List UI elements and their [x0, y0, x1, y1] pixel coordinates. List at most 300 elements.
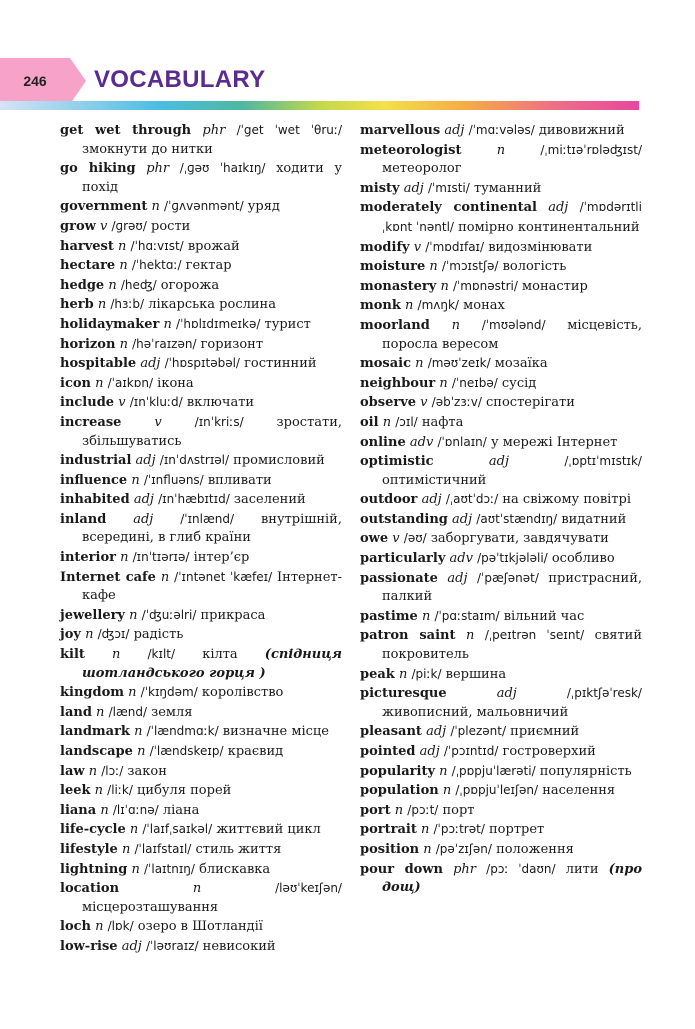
- entry-part-of-speech: n: [119, 258, 128, 274]
- entry-part-of-speech: adv: [449, 551, 473, 567]
- entry-word: government: [60, 199, 148, 215]
- entry-part-of-speech: n: [137, 744, 146, 759]
- vocabulary-entry: [60, 121, 342, 159]
- entry-word: interior: [60, 550, 116, 566]
- entry-translation: монастир: [522, 278, 588, 294]
- entry-word: port: [360, 802, 391, 818]
- entry-part-of-speech: n: [382, 414, 392, 430]
- vocabulary-entry: [60, 742, 342, 762]
- entry-part-of-speech: adj: [135, 453, 156, 469]
- entry-translation: заселений: [233, 492, 306, 508]
- entry-transcription: /ɪnˈdʌstrɪəl/: [159, 453, 230, 468]
- entry-translation: вологість: [502, 259, 567, 275]
- entry-part-of-speech: adj: [548, 200, 569, 216]
- entry-transcription: /ˈlændmɑːk/: [146, 724, 219, 739]
- entry-transcription: /ˈkɪŋdəm/: [140, 685, 198, 700]
- entry-word: leek: [60, 783, 91, 799]
- vocabulary-entry: [60, 625, 342, 645]
- entry-translation: дивовижний: [538, 123, 625, 138]
- vocabulary-entry: [360, 762, 642, 782]
- entry-part-of-speech: n: [415, 356, 424, 372]
- entry-note: (про дощ): [382, 861, 642, 896]
- entry-part-of-speech: phr: [453, 861, 477, 877]
- entry-part-of-speech: n: [451, 317, 460, 333]
- vocabulary-entry: [60, 197, 342, 217]
- entry-part-of-speech: adj: [496, 686, 517, 702]
- entry-word: moisture: [360, 259, 426, 275]
- entry-part-of-speech: n: [128, 685, 137, 701]
- entry-word: particularly: [360, 551, 446, 567]
- entry-part-of-speech: adj: [121, 938, 142, 954]
- entry-translation: королівство: [201, 685, 284, 701]
- vocabulary-entry: [360, 198, 642, 237]
- entry-translation: закон: [127, 763, 167, 779]
- entry-translation: промисловий: [233, 453, 325, 469]
- entry-word: oil: [360, 414, 379, 430]
- entry-word: observe: [360, 395, 417, 411]
- entry-translation: видатний: [561, 511, 627, 527]
- entry-word: icon: [60, 375, 91, 391]
- vocabulary-entry: [60, 510, 342, 548]
- entry-transcription: /əbˈzɜːv/: [431, 395, 482, 410]
- entry-translation: внутрішній, всередині, в глиб країни: [82, 511, 342, 546]
- entry-part-of-speech: adv: [409, 434, 434, 450]
- entry-word: influence: [60, 472, 128, 488]
- entry-part-of-speech: n: [192, 881, 202, 897]
- entry-part-of-speech: n: [420, 822, 430, 838]
- entry-word: passionate: [360, 570, 438, 586]
- entry-transcription: /ˈlaɪfˌsaɪkəl/: [142, 822, 213, 837]
- entry-part-of-speech: adj: [140, 356, 161, 372]
- entry-translation: Інтернет-кафе: [82, 569, 342, 604]
- vocabulary-entry: [60, 548, 342, 568]
- entry-transcription: /ɪnˈhæbɪtɪd/: [158, 492, 230, 507]
- entry-part-of-speech: adj: [488, 454, 510, 470]
- vocabulary-entry: [360, 277, 642, 297]
- vocabulary-entry: [60, 820, 342, 840]
- entry-part-of-speech: n: [151, 199, 160, 215]
- entry-part-of-speech: n: [112, 647, 121, 663]
- entry-translation: горизонт: [200, 336, 264, 352]
- entry-translation: приємний: [510, 724, 580, 740]
- entry-word: lifestyle: [60, 841, 118, 857]
- vocabulary-entry: [60, 276, 342, 296]
- entry-translation: особливо: [551, 551, 615, 567]
- entry-part-of-speech: v: [420, 395, 428, 411]
- vocabulary-entry: [60, 762, 342, 782]
- entry-translation: визначне місце: [222, 724, 329, 740]
- entry-translation: життєвий цикл: [216, 822, 321, 838]
- vocabulary-entry: [60, 413, 342, 451]
- vocabulary-entry: [360, 510, 642, 530]
- entry-transcription: /ˌaʊtˈdɔː/: [445, 492, 499, 507]
- entry-transcription: /ˈɪntənet ˈkæfeɪ/: [174, 569, 273, 584]
- entry-translation: гостинний: [244, 356, 317, 372]
- vocabulary-entry: [60, 781, 342, 801]
- entry-word: landscape: [60, 744, 133, 759]
- entry-word: marvellous: [360, 123, 441, 138]
- entry-transcription: /ˈlaɪtnɪŋ/: [144, 861, 195, 876]
- entry-transcription: /ˈmɒnəstri/: [452, 278, 518, 293]
- vocabulary-entry: [60, 217, 342, 237]
- entry-word: outstanding: [360, 511, 448, 527]
- entry-transcription: /ɪnˈkriːs/: [194, 414, 244, 429]
- entry-transcription: /ˈaɪkɒn/: [107, 375, 154, 390]
- entry-part-of-speech: n: [423, 841, 432, 857]
- entry-translation: турист: [264, 316, 311, 332]
- entry-word: kilt: [60, 647, 85, 663]
- entry-part-of-speech: n: [129, 607, 138, 623]
- entry-transcription: /ˈmʊələnd/: [481, 317, 546, 332]
- entry-word: pour down: [360, 861, 443, 877]
- entry-transcription: /heʤ/: [120, 277, 157, 292]
- entry-word: law: [60, 763, 85, 779]
- entry-translation: включати: [186, 395, 255, 411]
- entry-transcription: /ˌpeɪtrən ˈseɪnt/: [484, 628, 585, 643]
- vocabulary-entry: [60, 917, 342, 937]
- vocabulary-entry: [360, 529, 642, 549]
- vocabulary-entry: [360, 860, 642, 898]
- entry-translation: огорожа: [160, 277, 220, 293]
- entry-part-of-speech: n: [95, 375, 104, 391]
- entry-word: horizon: [60, 336, 116, 352]
- entry-translation: заборгувати, завдячувати: [430, 531, 609, 547]
- entry-translation: прикраса: [200, 607, 266, 623]
- page-number: 246: [23, 73, 47, 89]
- entry-transcription: /ˈlændskeɪp/: [149, 744, 224, 758]
- vocabulary-entry: [60, 606, 342, 626]
- entry-transcription: /pɔː ˈdaʊn/: [486, 861, 556, 876]
- entry-part-of-speech: n: [88, 763, 98, 779]
- entry-part-of-speech: phr: [146, 161, 170, 177]
- entry-translation: популярність: [539, 763, 632, 779]
- vocabulary-entry: [360, 121, 642, 141]
- vocabulary-entry: [360, 607, 642, 627]
- entry-word: land: [60, 704, 92, 720]
- entry-part-of-speech: n: [119, 336, 128, 352]
- entry-part-of-speech: n: [121, 841, 131, 857]
- entry-transcription: /liːk/: [107, 783, 133, 798]
- entry-part-of-speech: n: [496, 142, 506, 158]
- entry-transcription: /ˈhɑːvɪst/: [130, 238, 184, 253]
- entry-part-of-speech: n: [96, 704, 105, 720]
- entry-word: monk: [360, 298, 401, 314]
- vocabulary-entry: [60, 354, 342, 374]
- entry-transcription: /ˈneɪbə/: [451, 375, 498, 390]
- entry-part-of-speech: n: [398, 666, 408, 682]
- entry-word: popularity: [360, 763, 436, 779]
- entry-translation: порт: [442, 802, 475, 818]
- vocabulary-entry: [360, 626, 642, 664]
- entry-part-of-speech: n: [421, 608, 431, 624]
- vocabulary-entry: [60, 237, 342, 257]
- entry-part-of-speech: n: [118, 238, 127, 254]
- entry-word: inhabited: [60, 492, 130, 508]
- entry-transcription: /ˈɒnlaɪn/: [437, 434, 487, 449]
- vocabulary-entry: [360, 238, 642, 258]
- entry-transcription: /ləʊˈkeɪʃən/: [275, 881, 342, 896]
- entry-translation: ікона: [157, 375, 194, 391]
- entry-part-of-speech: n: [439, 763, 448, 779]
- entry-transcription: /həˈraɪzən/: [132, 336, 197, 351]
- entry-translation: положення: [496, 841, 574, 857]
- entry-transcription: /ɔɪl/: [395, 414, 418, 429]
- entry-part-of-speech: n: [108, 277, 117, 293]
- vocabulary-entry: [360, 257, 642, 277]
- entry-word: misty: [360, 180, 400, 196]
- entry-translation: лити: [565, 861, 599, 877]
- entry-word: liana: [60, 802, 97, 818]
- vocabulary-entry: [360, 141, 642, 179]
- entry-translation: уряд: [247, 199, 280, 215]
- vocabulary-entry: [360, 801, 642, 821]
- entry-translation: живописний, мальовничий: [382, 704, 569, 720]
- entry-translation: метеоролог: [382, 161, 462, 177]
- entry-word: optimistic: [360, 454, 434, 470]
- entry-translation: оптимістичний: [382, 472, 487, 488]
- entry-transcription: /ˈləʊraɪz/: [145, 938, 199, 953]
- entry-part-of-speech: adj: [421, 492, 442, 508]
- vocabulary-entry: [60, 801, 342, 821]
- entry-word: neighbour: [360, 375, 436, 391]
- entry-transcription: /ˈplezənt/: [450, 724, 507, 739]
- entry-word: position: [360, 841, 420, 857]
- vocabulary-entry: [60, 722, 342, 742]
- entry-transcription: /aʊtˈstændɪŋ/: [476, 511, 558, 526]
- vocabulary-entry: [360, 354, 642, 374]
- entry-word: loch: [60, 919, 91, 935]
- entry-word: landmark: [60, 724, 130, 740]
- entry-part-of-speech: n: [163, 316, 172, 332]
- entry-transcription: /hɜːb/: [110, 297, 145, 312]
- entry-word: pastime: [360, 608, 418, 624]
- rainbow-divider: [0, 101, 639, 110]
- entry-part-of-speech: n: [405, 298, 414, 314]
- entry-transcription: /ˌɡəʊ ˈhaɪkɪŋ/: [179, 161, 266, 176]
- entry-transcription: /ˈpɑːstaɪm/: [434, 608, 500, 623]
- entry-word: grow: [60, 218, 96, 234]
- entry-part-of-speech: v: [99, 218, 108, 234]
- entry-translation: стиль життя: [195, 841, 282, 857]
- entry-transcription: /ˈhɒspɪtəbəl/: [164, 356, 240, 371]
- entry-translation: сусід: [501, 375, 537, 391]
- entry-transcription: /əʊ/: [403, 531, 427, 546]
- entry-word: kingdom: [60, 685, 125, 701]
- entry-transcription: /ˈɪnlænd/: [180, 511, 235, 526]
- vocabulary-entry: [60, 937, 342, 957]
- vocabulary-entry: [360, 722, 642, 742]
- entry-translation: рости: [151, 218, 191, 234]
- entry-part-of-speech: v: [118, 395, 126, 411]
- entry-transcription: /mʌŋk/: [417, 298, 459, 313]
- entry-word: low-rise: [60, 938, 118, 954]
- entry-part-of-speech: adj: [452, 511, 473, 527]
- entry-part-of-speech: n: [134, 724, 143, 740]
- entry-transcription: /ˈget ˈwet ˈθruː/: [236, 123, 342, 137]
- entry-word: inland: [60, 511, 107, 527]
- entry-transcription: /pəˈzɪʃən/: [435, 841, 492, 856]
- entry-transcription: /ɡrəʊ/: [111, 218, 147, 233]
- entry-translation: лікарська рослина: [148, 297, 276, 313]
- entry-translation: туманний: [473, 180, 542, 196]
- entry-word: joy: [60, 627, 81, 643]
- vocabulary-entry: [60, 335, 342, 355]
- entry-transcription: /ˌmiːtɪəˈrɒləʤɪst/: [540, 142, 642, 157]
- entry-translation: місцевість, поросла вересом: [382, 317, 643, 352]
- vocabulary-entry: [60, 840, 342, 860]
- entry-part-of-speech: n: [95, 919, 104, 935]
- entry-translation: святий покровитель: [382, 628, 642, 663]
- entry-word: mosaic: [360, 356, 412, 372]
- entry-part-of-speech: n: [440, 278, 449, 294]
- entry-transcription: /ˈmɒdərɪtli ˌkɒnt ˈnəntl/: [382, 200, 642, 234]
- entry-translation: зростати, збільшуватись: [82, 414, 342, 449]
- entry-word: owe: [360, 531, 389, 547]
- entry-word: include: [60, 395, 115, 411]
- entry-translation: місцерозташування: [82, 899, 219, 915]
- vocabulary-entry: [360, 742, 642, 762]
- vocabulary-entry: [360, 452, 642, 490]
- entry-part-of-speech: v: [392, 531, 400, 547]
- vocabulary-entry: [60, 568, 342, 606]
- entry-word: meteorologist: [360, 142, 462, 158]
- entry-transcription: /lɒk/: [107, 919, 134, 934]
- vocabulary-entry: [60, 471, 342, 491]
- entry-part-of-speech: n: [429, 259, 438, 275]
- entry-transcription: /ˈpæʃənət/: [477, 570, 539, 585]
- entry-part-of-speech: n: [120, 550, 129, 566]
- entry-part-of-speech: n: [97, 297, 107, 313]
- entry-part-of-speech: adj: [444, 123, 465, 138]
- vocabulary-entry: [60, 315, 342, 335]
- vocabulary-entry: [360, 490, 642, 510]
- entry-word: portrait: [360, 822, 417, 838]
- entry-translation: портрет: [489, 822, 545, 838]
- entry-word: location: [60, 881, 120, 897]
- entry-translation: нафта: [421, 414, 464, 430]
- vocabulary-entry: [360, 374, 642, 394]
- entry-word: hedge: [60, 277, 105, 293]
- entry-transcription: /ˌpɒpjuˈleɪʃən/: [455, 783, 539, 798]
- entry-translation: кілта: [202, 647, 238, 663]
- entry-word: lightning: [60, 861, 128, 877]
- entry-word: peak: [360, 666, 395, 682]
- entry-part-of-speech: n: [131, 861, 140, 877]
- vocabulary-entry: [60, 879, 342, 917]
- entry-part-of-speech: phr: [202, 123, 226, 138]
- entry-word: population: [360, 783, 439, 799]
- entry-transcription: /piːk/: [411, 666, 442, 681]
- entry-word: Internet cafe: [60, 569, 156, 585]
- entry-word: industrial: [60, 453, 132, 469]
- vocabulary-entry: [360, 781, 642, 801]
- entry-word: get wet through: [60, 123, 192, 138]
- entry-transcription: /pəˈtɪkjələli/: [477, 551, 548, 566]
- vocabulary-entry: [360, 179, 642, 199]
- vocabulary-entry: [360, 393, 642, 413]
- entry-transcription: /lɔː/: [101, 763, 124, 778]
- vocabulary-entry: [60, 374, 342, 394]
- entry-transcription: /ʤɔɪ/: [97, 627, 130, 642]
- entry-translation: вершина: [445, 666, 507, 682]
- entry-note: (спідниця шотландського горця ): [82, 647, 343, 681]
- entry-part-of-speech: adj: [133, 492, 154, 508]
- entry-part-of-speech: n: [85, 627, 94, 643]
- vocabulary-entry: [60, 490, 342, 510]
- entry-translation: гостроверхий: [502, 744, 596, 759]
- entry-word: outdoor: [360, 492, 418, 508]
- entry-transcription: /ˈmɪsti/: [427, 180, 470, 195]
- entry-translation: гектар: [185, 258, 232, 274]
- entry-translation: земля: [151, 704, 193, 720]
- entry-part-of-speech: adj: [426, 724, 447, 740]
- entry-transcription: /ˈʤuːəlri/: [141, 607, 197, 622]
- vocabulary-entry: [360, 684, 642, 722]
- entry-word: life-cycle: [60, 822, 126, 838]
- entry-translation: інтер’єр: [193, 550, 250, 566]
- entry-word: jewellery: [60, 607, 125, 623]
- entry-transcription: /ˈmɒdɪfaɪ/: [425, 239, 485, 254]
- vocabulary-entry: [360, 569, 642, 607]
- entry-transcription: /ˈpɔɪntɪd/: [443, 744, 499, 758]
- entry-word: hospitable: [60, 356, 137, 372]
- entry-transcription: /ˌpɪktʃəˈresk/: [566, 686, 642, 701]
- entry-part-of-speech: n: [129, 822, 139, 838]
- entry-word: moderately continental: [360, 200, 537, 216]
- entry-translation: вільний час: [503, 608, 585, 624]
- entry-transcription: /ˈhɒlɪdɪmeɪkə/: [176, 316, 261, 331]
- entry-translation: помірно континентальний: [458, 219, 640, 235]
- entry-translation: спостерігати: [486, 395, 575, 411]
- entry-word: monastery: [360, 278, 437, 294]
- entry-translation: змокнути до нитки: [82, 141, 213, 157]
- entry-word: herb: [60, 297, 94, 313]
- entry-translation: врожай: [187, 238, 240, 254]
- vocabulary-entry: [60, 159, 342, 197]
- entry-translation: ходити у похід: [82, 161, 342, 195]
- entry-translation: блискавка: [199, 861, 271, 877]
- entry-word: pleasant: [360, 724, 422, 740]
- entry-translation: монах: [463, 298, 505, 314]
- entry-transcription: /lɪˈɑːnə/: [112, 802, 159, 817]
- entry-translation: видозмінювати: [488, 239, 593, 255]
- entry-word: hectare: [60, 258, 116, 274]
- entry-part-of-speech: v: [154, 414, 162, 430]
- entry-transcription: /kɪlt/: [147, 647, 176, 662]
- entry-word: patron saint: [360, 628, 456, 644]
- entry-word: modify: [360, 239, 410, 255]
- entry-part-of-speech: adj: [419, 744, 440, 759]
- entry-part-of-speech: n: [94, 783, 104, 799]
- entry-part-of-speech: n: [465, 628, 475, 644]
- entry-transcription: /ˈhektɑː/: [131, 258, 182, 273]
- vocabulary-entry: [360, 296, 642, 316]
- entry-part-of-speech: n: [160, 569, 170, 585]
- entry-part-of-speech: n: [442, 783, 452, 799]
- entry-part-of-speech: adj: [447, 570, 468, 586]
- entry-word: increase: [60, 414, 122, 430]
- entry-transcription: /ˌɒptɪˈmɪstɪk/: [564, 454, 642, 469]
- entry-transcription: /ˈmɔɪstʃə/: [441, 259, 499, 274]
- entry-translation: пристрасний, палкий: [382, 570, 642, 605]
- entry-part-of-speech: v: [413, 239, 422, 255]
- entry-transcription: /pɔːt/: [407, 802, 439, 817]
- entry-transcription: /ˈlaɪfstaɪl/: [134, 841, 192, 856]
- entry-transcription: /ɪnˈtɪərɪə/: [132, 550, 190, 565]
- entry-translation: цибуля порей: [137, 783, 232, 799]
- entry-word: go hiking: [60, 161, 136, 177]
- vocabulary-entry: [60, 256, 342, 276]
